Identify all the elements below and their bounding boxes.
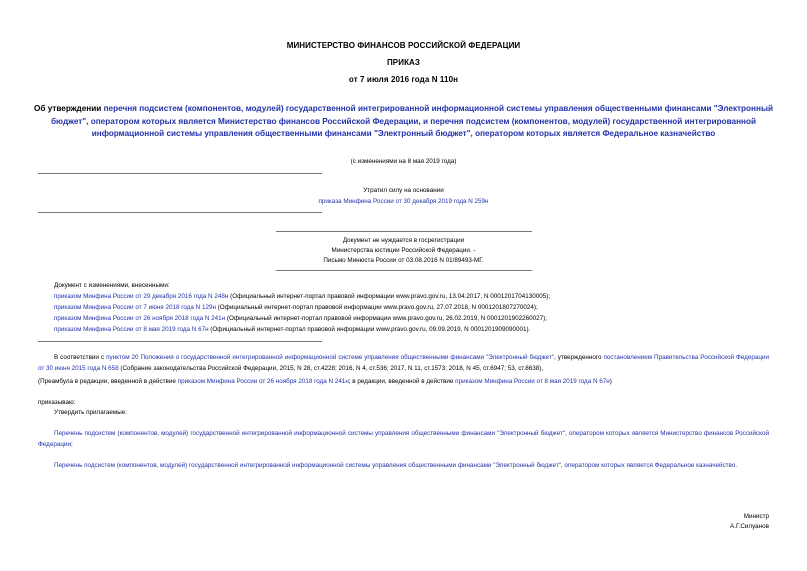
date-number-heading: от 7 июля 2016 года N 110н bbox=[348, 75, 459, 84]
invalid-link[interactable]: приказа Минфина России от 30 декабря 2019 года N 259н bbox=[318, 198, 489, 205]
preamble: В соответствии с пунктом 20 Положения о государственной интегрированной информационной системе управления общественными финансами "Электронный бюджет", утвержденного постановлением Правительства Российской Федерации от 30 июня 2015 года N 658 (Собрание законодательства Российской Федерации, 2015, N 28, ст.4228; 2016, N 4, ст.536; 2017, N 11, ст.1573; 2018, N 45, ст.6947; 53, ст.8638), bbox=[38, 354, 770, 372]
registration-line2: Министерства юстиции Российской Федерации. - bbox=[331, 247, 476, 254]
title-prefix: Об утверждении bbox=[34, 104, 104, 113]
changes-item-link[interactable]: приказом Минфина России от 29 декабря 2016 года N 248н bbox=[54, 293, 229, 300]
approved-list-item-link[interactable]: Перечень подсистем (компонентов, модулей) государственной интегрированной информационной системы управления общественными финансами "Электронный бюджет", оператором которых является Федеральное казначейство. bbox=[54, 462, 738, 469]
ministry-heading: МИНИСТЕРСТВО ФИНАНСОВ РОССИЙСКОЙ ФЕДЕРАЦИИ bbox=[286, 41, 521, 50]
divider bbox=[276, 270, 532, 271]
signature-position: Министр bbox=[743, 513, 769, 520]
divider bbox=[38, 341, 322, 342]
approved-list-item-link[interactable]: Перечень подсистем (компонентов, модулей) государственной интегрированной информационной системы управления общественными финансами "Электронный бюджет", оператором которых является Министерство финансов Российской Федерации; bbox=[38, 430, 769, 448]
changes-item-link[interactable]: приказом Минфина России от 26 ноября 2018 года N 241н bbox=[54, 315, 226, 322]
changes-item-link[interactable]: приказом Минфина России от 7 июня 2018 года N 129н bbox=[54, 304, 216, 311]
registration-line1: Документ не нуждается в госрегистрации bbox=[342, 237, 465, 244]
signature-name: А.Г.Силуанов bbox=[730, 523, 769, 530]
divider bbox=[38, 212, 322, 213]
preamble-link-1[interactable]: пунктом 20 Положения о государственной интегрированной информационной системе управления общественными финансами "Электронный бюджет" bbox=[106, 354, 554, 361]
changes-item: приказом Минфина России от 7 июня 2018 года N 129н (Официальный интернет-портал правовой информации www.pravo.gov.ru, 27.07.2018, N 0001201807270024); bbox=[54, 304, 538, 311]
order-word: приказываю: bbox=[38, 399, 76, 406]
preamble-note-link-1[interactable]: приказом Минфина России от 26 ноября 2018 года N 241н bbox=[177, 378, 349, 385]
approve-line: Утвердить прилагаемые: bbox=[54, 409, 127, 416]
amended-note: (с изменениями на 8 мая 2019 года) bbox=[350, 158, 457, 165]
invalid-link-line bbox=[0, 196, 807, 207]
changes-item-link[interactable]: приказом Минфина России от 8 мая 2019 года N 67н bbox=[54, 326, 209, 333]
doc-type-heading: ПРИКАЗ bbox=[386, 58, 421, 67]
changes-item: приказом Минфина России от 8 мая 2019 года N 67н (Официальный интернет-портал правовой информации www.pravo.gov.ru, 09.09.2019, N 0001201909090001). bbox=[54, 326, 531, 333]
divider bbox=[38, 173, 322, 174]
divider bbox=[276, 231, 532, 232]
approved-list-item bbox=[38, 460, 769, 471]
registration-line3: Письмо Минюста России от 03.08.2016 N 01/89493-МГ. bbox=[323, 257, 484, 264]
preamble-link-2[interactable]: постановлением Правительства Российской Федерации от 30 июня 2015 года N 658 bbox=[38, 354, 770, 372]
document-title bbox=[30, 103, 777, 141]
changes-item: приказом Минфина России от 29 декабря 2016 года N 248н (Официальный интернет-портал правовой информации www.pravo.gov.ru, 13.04.2017, N 0001201704130005); bbox=[54, 293, 551, 300]
changes-intro: Документ с изменениями, внесенными: bbox=[54, 282, 170, 289]
changes-item: приказом Минфина России от 26 ноября 2018 года N 241н (Официальный интернет-портал правовой информации www.pravo.gov.ru, 26.02.2019, N 0001201902260027); bbox=[54, 315, 547, 322]
preamble-note-link-2[interactable]: приказом Минфина России от 8 мая 2019 года N 67н bbox=[455, 378, 610, 385]
invalid-note: Утратил силу на основании bbox=[363, 187, 444, 194]
title-link[interactable]: перечня подсистем (компонентов, модулей) государственной интегрированной информационной системы управления общественными финансами "Электронный бюджет", оператором которых является Министерство финансов Российской Федерации, и перечня подсистем (компонентов, модулей) государственной интегрированной информационной системы управления общественными финансами "Электронный бюджет", оператором которых является Федеральное казначейство bbox=[51, 104, 773, 138]
approved-list-item bbox=[38, 428, 769, 450]
preamble-note: (Преамбула в редакции, введенной в действие приказом Минфина России от 26 ноября 2018 года N 241н; в редакции, введенной в действие приказом Минфина России от 8 мая 2019 года N 67н) bbox=[38, 378, 612, 385]
